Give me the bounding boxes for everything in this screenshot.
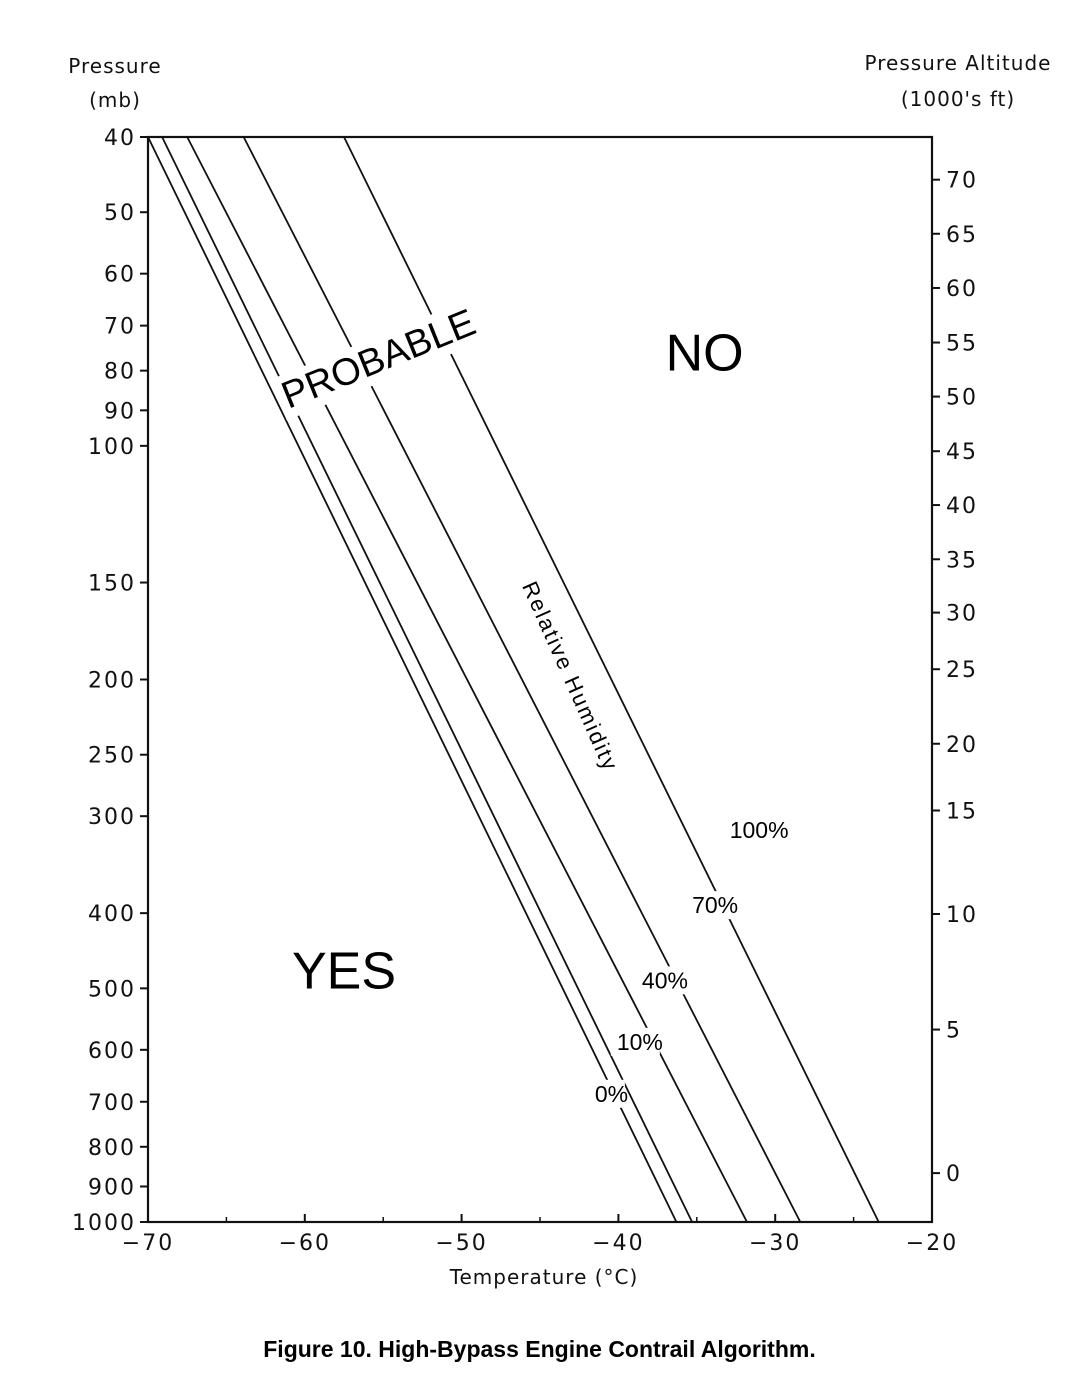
annotation-no: NO — [665, 324, 744, 383]
x-tick-label: −50 — [435, 1231, 488, 1256]
right-tick-label: 30 — [946, 601, 978, 627]
series-layer — [148, 137, 879, 1222]
right-tick-label: 50 — [946, 385, 978, 411]
annotation-relative-humidity: Relative Humidity — [517, 577, 624, 776]
left-tick-label: 40 — [104, 126, 136, 151]
left-tick-label: 200 — [88, 668, 136, 694]
rh-line-100pct — [344, 137, 879, 1222]
plot-frame — [148, 137, 932, 1222]
right-tick-label: 20 — [946, 732, 978, 758]
left-tick-label: 600 — [88, 1038, 136, 1064]
x-tick-label: −20 — [905, 1231, 959, 1256]
left-tick-label: 80 — [104, 359, 136, 385]
annotation-yes: YES — [291, 942, 397, 1001]
right-tick-label: 15 — [946, 799, 978, 825]
right-tick-label: 70 — [946, 168, 978, 194]
x-axis-title: Temperature (°C) — [449, 1265, 639, 1289]
rh-line-40pct — [187, 137, 747, 1222]
ticks-layer — [72, 126, 978, 1256]
right-tick-label: 60 — [946, 276, 978, 302]
rh-line-0pct — [148, 137, 676, 1222]
left-tick-label: 150 — [88, 571, 136, 597]
x-tick-label: −30 — [748, 1231, 802, 1256]
x-tick-label: −40 — [592, 1231, 645, 1256]
left-tick-label: 100 — [88, 434, 136, 460]
right-tick-label: 65 — [946, 222, 978, 248]
rh-label-40pct: 40% — [641, 967, 688, 994]
left-tick-label: 700 — [88, 1090, 136, 1116]
right-tick-label: 45 — [946, 440, 978, 466]
left-tick-label: 60 — [104, 262, 136, 288]
x-tick-label: −70 — [121, 1231, 175, 1256]
right-tick-label: 25 — [946, 658, 978, 684]
left-axis-title-line: (mb) — [89, 88, 141, 112]
labels-layer — [270, 299, 788, 1108]
right-tick-label: 40 — [946, 494, 978, 520]
rh-label-100pct: 100% — [729, 816, 789, 843]
rh-label-10pct: 10% — [616, 1028, 663, 1055]
left-tick-label: 800 — [88, 1135, 136, 1161]
left-tick-label: 500 — [88, 977, 136, 1003]
left-tick-label: 70 — [104, 314, 136, 340]
rh-line-70pct — [244, 137, 801, 1222]
right-tick-label: 5 — [946, 1018, 962, 1044]
right-axis-title-line: (1000's ft) — [900, 87, 1016, 111]
left-tick-label: 300 — [88, 805, 136, 831]
left-tick-label: 250 — [88, 743, 136, 769]
annotation-probable: PROBABLE — [275, 301, 482, 418]
figure-caption: Figure 10. High-Bypass Engine Contrail Algorithm. — [263, 1336, 816, 1362]
left-axis-title — [68, 54, 161, 112]
right-tick-label: 0 — [946, 1162, 962, 1188]
x-tick-label: −60 — [278, 1231, 332, 1256]
rh-label-0pct: 0% — [594, 1080, 629, 1107]
right-axis-title-line: Pressure Altitude — [864, 51, 1052, 75]
left-axis-title-line: Pressure — [68, 54, 162, 78]
rh-label-70pct: 70% — [692, 892, 739, 919]
left-tick-label: 50 — [104, 201, 136, 227]
left-tick-label: 400 — [88, 902, 136, 928]
left-tick-label: 1000 — [72, 1211, 136, 1236]
left-tick-label: 900 — [88, 1175, 136, 1201]
left-tick-label: 90 — [104, 399, 136, 425]
right-tick-label: 10 — [946, 902, 978, 928]
right-tick-label: 35 — [946, 548, 978, 574]
rh-line-10pct — [162, 137, 692, 1222]
right-axis-title — [865, 51, 1052, 111]
right-tick-label: 55 — [946, 331, 978, 357]
